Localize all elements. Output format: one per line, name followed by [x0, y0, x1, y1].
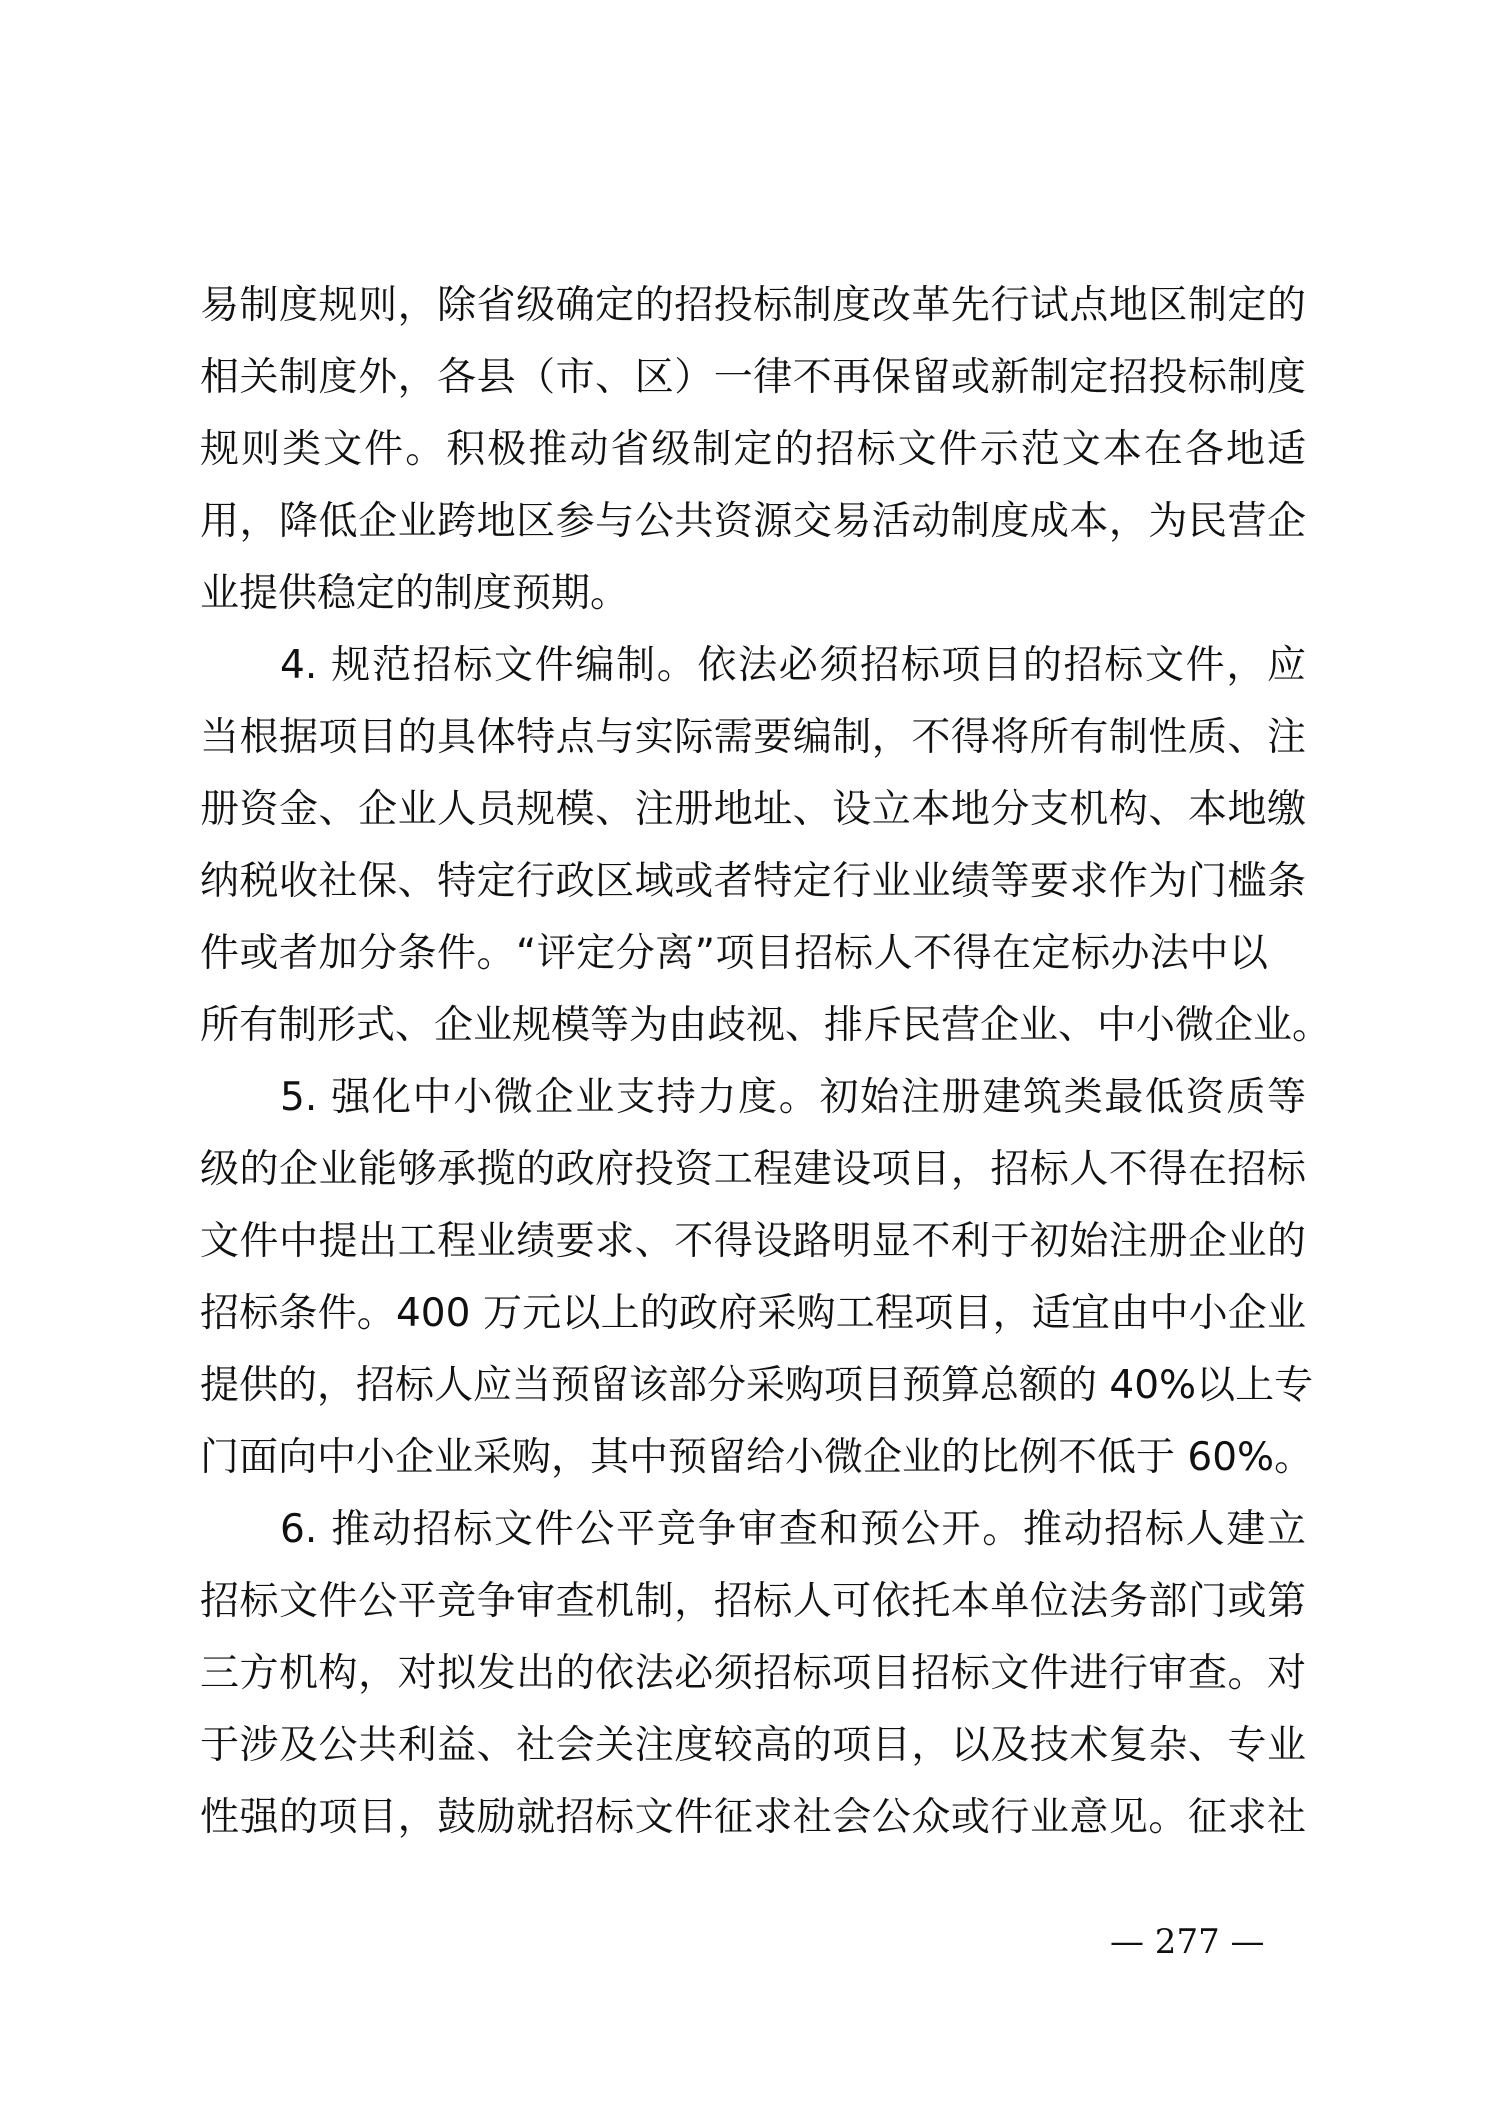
text-line: 所有制形式、企业规模等为由歧视、排斥民营企业、中小微企业。 — [200, 1003, 1332, 1048]
text-line: 件或者加分条件。“评定分离”项目招标人不得在定标办法中以 — [200, 931, 1268, 976]
text-line: 文件中提出工程业绩要求、不得设路明显不利于初始注册企业的 — [200, 1219, 1306, 1264]
text-line: 三方机构，对拟发出的依法必须招标项目招标文件进行审查。对 — [200, 1651, 1306, 1696]
text-line: 级的企业能够承揽的政府投资工程建设项目，招标人不得在招标 — [200, 1147, 1306, 1192]
text-line: 相关制度外，各县（市、区）一律不再保留或新制定招投标制度 — [200, 355, 1306, 400]
text-line: 6. 推动招标文件公平竞争审查和预公开。推动招标人建立 — [280, 1507, 1306, 1552]
text-line: 门面向中小企业采购，其中预留给小微企业的比例不低于 60%。 — [200, 1435, 1314, 1480]
text-line: 4. 规范招标文件编制。依法必须招标项目的招标文件，应 — [280, 643, 1306, 688]
text-line: 招标条件。400 万元以上的政府采购工程项目，适宜由中小企业 — [200, 1291, 1306, 1336]
text-line: 提供的，招标人应当预留该部分采购项目预算总额的 40%以上专 — [200, 1363, 1314, 1408]
text-line: 用，降低企业跨地区参与公共资源交易活动制度成本，为民营企 — [200, 499, 1306, 544]
text-line: 5. 强化中小微企业支持力度。初始注册建筑类最低资质等 — [280, 1075, 1306, 1120]
text-line: 业提供稳定的制度预期。 — [200, 571, 630, 616]
text-line: 纳税收社保、特定行政区域或者特定行业业绩等要求作为门槛条 — [200, 859, 1306, 904]
text-line: 当根据项目的具体特点与实际需要编制，不得将所有制性质、注 — [200, 715, 1306, 760]
text-line: 规则类文件。积极推动省级制定的招标文件示范文本在各地适 — [200, 427, 1306, 472]
text-line: 易制度规则，除省级确定的招投标制度改革先行试点地区制定的 — [200, 283, 1306, 328]
text-line: 册资金、企业人员规模、注册地址、设立本地分支机构、本地缴 — [200, 787, 1306, 832]
text-line: 性强的项目，鼓励就招标文件征求社会公众或行业意见。征求社 — [200, 1795, 1306, 1840]
text-line: 于涉及公共利益、社会关注度较高的项目，以及技术复杂、专业 — [200, 1723, 1306, 1768]
text-line: 招标文件公平竞争审查机制，招标人可依托本单位法务部门或第 — [200, 1579, 1306, 1624]
page-number: — 277 — — [1110, 1922, 1265, 1962]
